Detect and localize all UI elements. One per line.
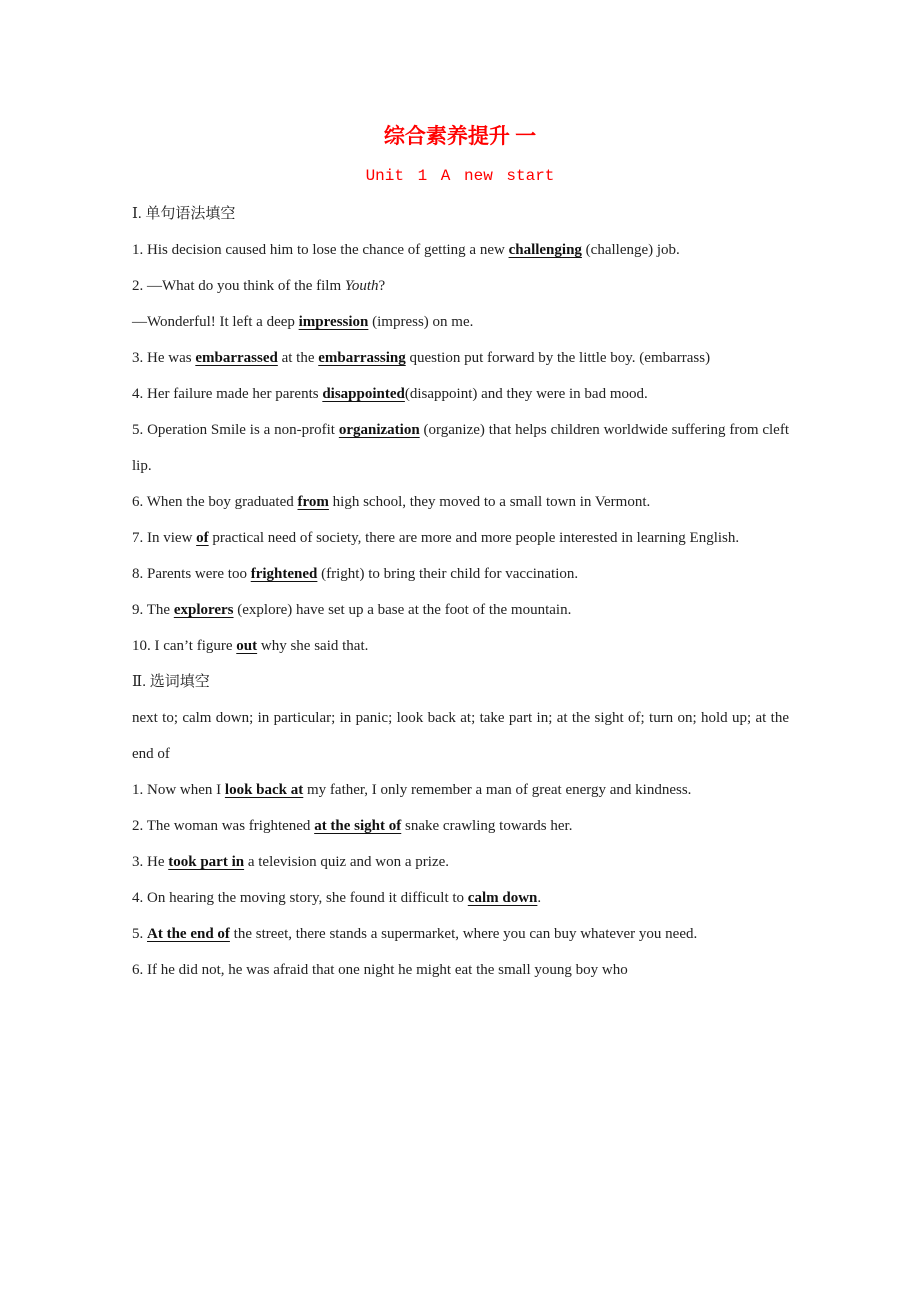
exercise-item <box>132 412 789 484</box>
answer-text: took part in <box>168 854 245 870</box>
question-text: a television quiz and won a prize. <box>244 854 450 870</box>
question-text: Ⅱ. 选词填空 <box>132 674 210 690</box>
exercise-item <box>132 808 789 844</box>
question-text: question put forward by the little boy. (embarrass) <box>405 350 711 366</box>
question-text: 6. When the boy graduated <box>132 494 298 510</box>
question-text: 8. Parents were too <box>132 566 251 582</box>
question-text: the street, there stands a supermarket, where you can buy whatever you need. <box>229 926 698 942</box>
question-text: high school, they moved to a small town in Vermont. <box>328 494 651 510</box>
question-text: at the <box>277 350 319 366</box>
page-title: 综合素养提升 一 <box>383 124 537 148</box>
question-text: why she said that. <box>257 638 369 654</box>
question-text: (challenge) job. <box>581 242 680 258</box>
question-text: 2. —What do you think of the film <box>132 278 345 294</box>
question-text: (impress) on me. <box>368 314 474 330</box>
exercise-item <box>132 844 789 880</box>
question-text: next to; calm down; in particular; in panic; look back at; take part in; at the sight of; turn on; hold up; at the end of <box>132 710 789 762</box>
exercise-body <box>132 196 789 988</box>
question-text: (organize) that helps children worldwide suffering from cleft lip. <box>132 422 789 474</box>
question-text: my father, I only remember a man of great energy and kindness. <box>303 782 692 798</box>
section-heading <box>132 664 789 700</box>
question-text: 3. He <box>132 854 169 870</box>
answer-text: of <box>196 530 209 546</box>
exercise-item <box>132 880 789 916</box>
question-text: (explore) have set up a base at the foot of the mountain. <box>233 602 572 618</box>
answer-text: impression <box>298 314 369 330</box>
answer-text: out <box>236 638 258 654</box>
exercise-item <box>132 340 789 376</box>
exercise-item <box>132 628 789 664</box>
question-text: 5. <box>132 926 147 942</box>
question-text: 3. He was <box>132 350 196 366</box>
exercise-item <box>132 376 789 412</box>
question-text: 6. If he did not, he was afraid that one night he might eat the small young boy who <box>132 962 628 978</box>
answer-text: from <box>297 494 329 510</box>
exercise-item <box>132 520 789 556</box>
question-text: (disappoint) and they were in bad mood. <box>404 386 648 402</box>
question-text: 1. His decision caused him to lose the chance of getting a new <box>132 242 509 258</box>
answer-text: embarrassed <box>195 350 278 366</box>
exercise-item <box>132 484 789 520</box>
unit-subtitle: Unit 1 A new start <box>365 167 555 185</box>
exercise-item <box>132 952 789 988</box>
question-text: 4. On hearing the moving story, she found it difficult to <box>132 890 468 906</box>
exercise-item <box>132 268 789 304</box>
exercise-item <box>132 232 789 268</box>
question-text: . <box>537 890 542 906</box>
question-text: Ⅰ. 单句语法填空 <box>132 206 236 222</box>
answer-text: calm down <box>467 890 538 906</box>
italic-title: Youth <box>344 278 379 294</box>
answer-text: At the end of <box>147 926 230 942</box>
answer-text: at the sight of <box>314 818 402 834</box>
question-text: 4. Her failure made her parents <box>132 386 323 402</box>
answer-text: embarrassing <box>318 350 406 366</box>
question-text: 5. Operation Smile is a non-profit <box>132 422 339 438</box>
exercise-item <box>132 592 789 628</box>
answer-text: explorers <box>173 602 234 618</box>
answer-text: organization <box>338 422 420 438</box>
question-text: 1. Now when I <box>132 782 225 798</box>
exercise-item <box>132 772 789 808</box>
question-text: practical need of society, there are more and more people interested in learning English. <box>208 530 740 546</box>
question-text: 7. In view <box>132 530 197 546</box>
question-text: snake crawling towards her. <box>401 818 573 834</box>
question-text: 9. The <box>132 602 174 618</box>
exercise-item <box>132 916 789 952</box>
exercise-item <box>132 700 789 772</box>
question-text: ? <box>378 278 386 294</box>
question-text: 2. The woman was frightened <box>132 818 315 834</box>
answer-text: challenging <box>508 242 582 258</box>
exercise-item <box>132 304 789 340</box>
answer-text: look back at <box>224 782 304 798</box>
section-heading <box>132 196 789 232</box>
question-text: 10. I can’t figure <box>132 638 237 654</box>
answer-text: disappointed <box>322 386 405 402</box>
exercise-item <box>132 556 789 592</box>
question-text: —Wonderful! It left a deep <box>132 314 299 330</box>
answer-text: frightened <box>250 566 318 582</box>
question-text: (fright) to bring their child for vaccination. <box>317 566 579 582</box>
